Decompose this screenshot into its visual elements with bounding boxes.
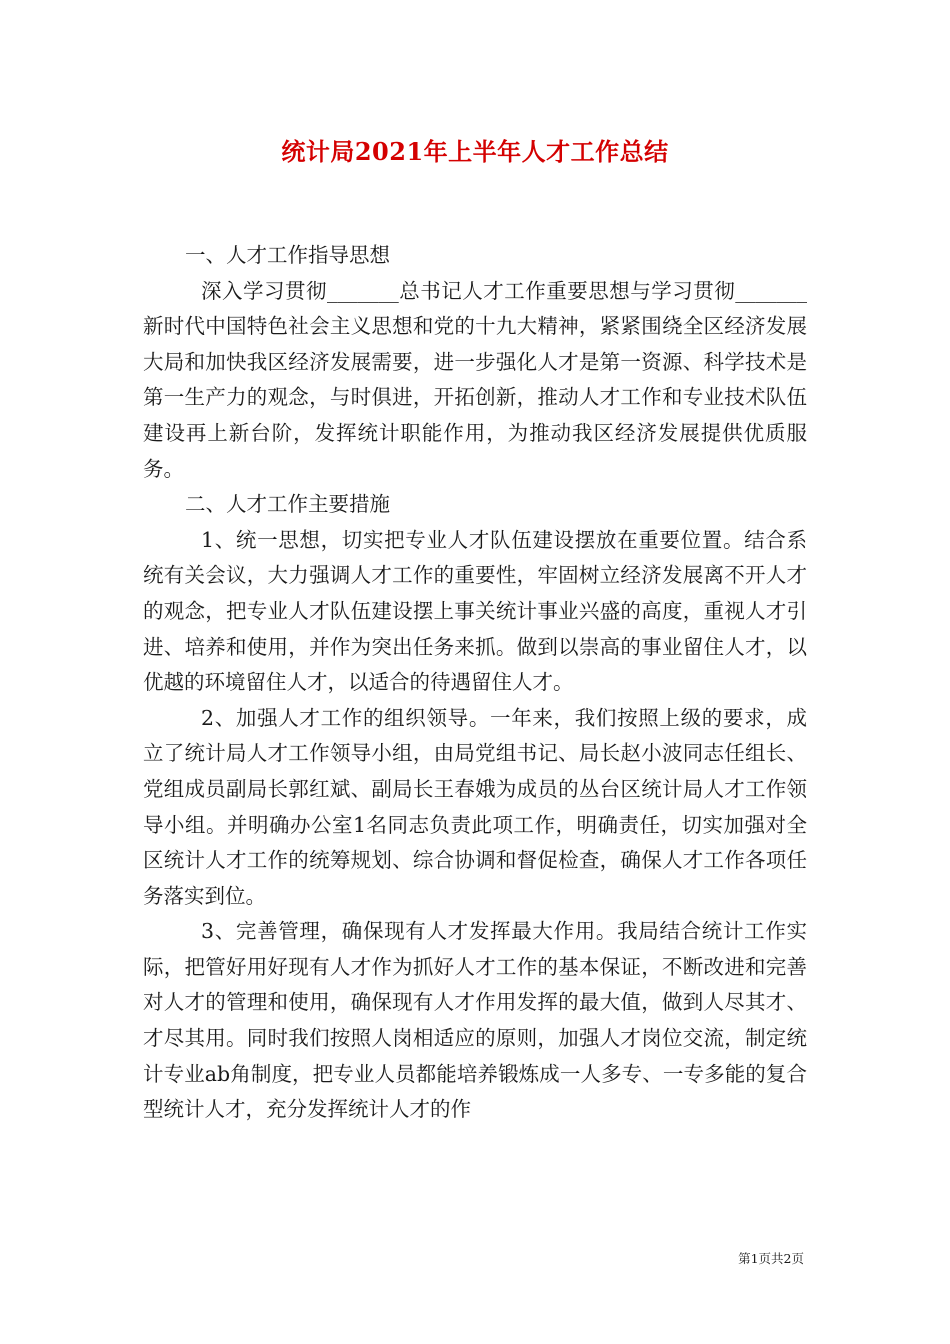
- section-heading-guiding-ideology: 一、人才工作指导思想: [185, 243, 390, 267]
- paragraph-measure-2: 2、加强人才工作的组织领导。一年来，我们按照上级的要求，成立了统计局人才工作领导小组，由局党组书记、局长赵小波同志任组长、党组成员副局长郭红斌、副局长王春娥为成员的丛台区统计局人才工作领导小组。并明确办公室1名同志负责此项工作，明确责任，切实加强对全区统计人才工作的统筹规划、综合协调和督促检查，确保人才工作各项任务落实到位。: [143, 705, 807, 908]
- paragraph-measure-3: 3、完善管理，确保现有人才发挥最大作用。我局结合统计工作实际，把管好用好现有人才作为抓好人才工作的基本保证，不断改进和完善对人才的管理和使用，确保现有人才作用发挥的最大值，做到人尽其才、才尽其用。同时我们按照人岗相适应的原则，加强人才岗位交流，制定统计专业ab角制度，把专业人员都能培养锻炼成一人多专、一专多能的复合型统计人才，充分发挥统计人才的作: [143, 919, 807, 1122]
- paragraph-guiding-ideology: 深入学习贯彻_______总书记人才工作重要思想与学习贯彻_______新时代中国特色社会主义思想和党的十九大精神，紧紧围绕全区经济发展大局和加快我区经济发展需要，进一步强化人才是第一资源、科学技术是第一生产力的观念，与时俱进，开拓创新，推动人才工作和专业技术队伍建设再上新台阶，发挥统计职能作用，为推动我区经济发展提供优质服务。: [143, 278, 807, 481]
- document-title: 统计局2021年上半年人才工作总结: [281, 137, 669, 166]
- page-number-footer: 第1页共2页: [738, 1251, 804, 1266]
- section-heading-main-measures: 二、人才工作主要措施: [185, 492, 390, 517]
- paragraph-measure-1: 1、统一思想，切实把专业人才队伍建设摆放在重要位置。结合系统有关会议，大力强调人才工作的重要性，牢固树立经济发展离不开人才的观念，把专业人才队伍建设摆上事关统计事业兴盛的高度，重视人才引进、培养和使用，并作为突出任务来抓。做到以崇高的事业留住人才，以优越的环境留住人才，以适合的待遇留住人才。: [143, 527, 807, 695]
- document-body: [143, 238, 807, 1128]
